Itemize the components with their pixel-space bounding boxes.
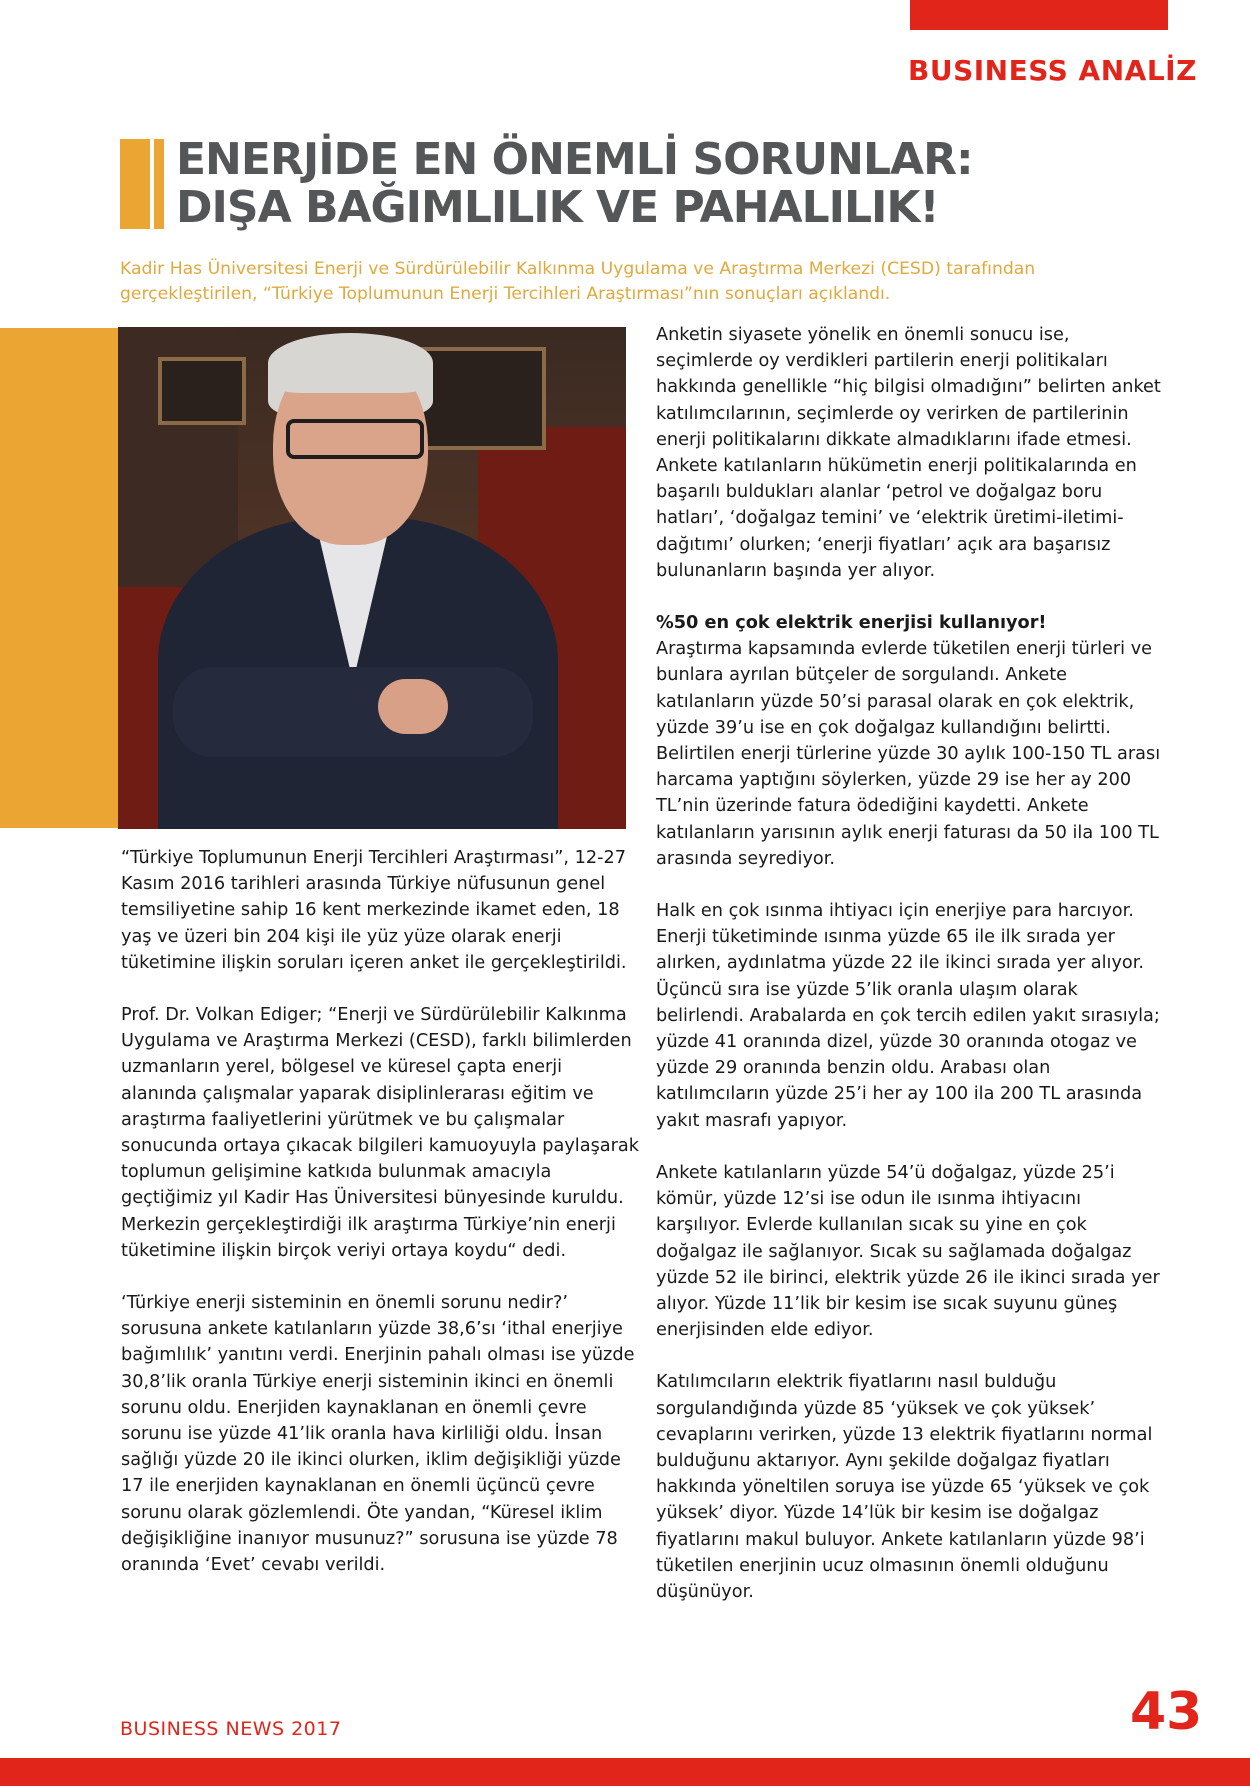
headline-line-1: ENERJİDE EN ÖNEMLİ SORUNLAR: [176,134,973,185]
lead-paragraph: Kadir Has Üniversitesi Enerji ve Sürdürülebilir Kalkınma Uygulama ve Araştırma Merkezi (CESD) tarafından gerçekleştirilen, “Türkiye Toplumunun Enerji Tercihleri Araştırması”nın sonuçları açıklandı. [120,259,1036,304]
left-paragraph-3: ‘Türkiye enerji sisteminin en önemli sorunu nedir?’ sorusuna ankete katılanların yüzde 38,6’sı ‘ithal enerjiye bağımlılık’ yanıtını verdi. Enerjinin pahalı olması ise yüzde 30,8’lik oranla Türkiye enerji sisteminin ikinci en önemli sorunu oldu. Enerjiden kaynaklanan en önemli çevre sorunu ise yüzde 41’lik oranla hava kirliliği oldu. İnsan sağlığı yüzde 20 ile ikinci olurken, iklim değişikliği yüzde 17 ile enerjiden kaynaklanan en önemli üçüncü çevre sorunu olarak gözlemlendi. Öte yandan, “Küresel iklim değişikliğine inanıyor musunuz?” sorusuna ise yüzde 78 oranında ‘Evet’ cevabı verildi. [121,1293,635,1576]
right-paragraph-3: Halk en çok ısınma ihtiyacı için enerjiye para harcıyor. Enerji tüketiminde ısınma yüzde 65 ile ilk sırada yer alırken, aydınlatma yüzde 22 ile ikinci sırada yer alıyor. Üçüncü sıra ise yüzde 5’lik oranla ulaşım olarak belirlendi. Arabalarda en çok tercih edilen yakıt sırasıyla; yüzde 41 oranında dizel, yüzde 30 oranında otogaz ve yüzde 29 oranında benzin oldu. Arabası olan katılımcıların yüzde 25’i her ay 100 ila 200 TL arasında yakıt masrafı yapıyor. [656,901,1160,1131]
bottom-red-bar [0,1758,1250,1786]
page-number: 43 [1130,1682,1203,1742]
headline-line-2: DIŞA BAĞIMLILIK VE PAHALILIK! [176,182,939,233]
left-column [121,845,641,1604]
title-accent-bar [120,139,150,229]
right-paragraph-4: Ankete katılanların yüzde 54’ü doğalgaz, yüzde 25’i kömür, yüzde 12’si ise odun ile ısınma ihtiyacını karşılıyor. Evlerde kullanılan sıcak su yine en çok doğalgaz ile sağlanıyor. Sıcak su sağlamada doğalgaz yüzde 52 ile birinci, elektrik yüzde 26 ile ikinci sırada yer alıyor. Yüzde 11’lik bir kesim ise sıcak suyunu güneş enerjisinden elde ediyor. [656,1162,1160,1341]
left-paragraph-2: Prof. Dr. Volkan Ediger; “Enerji ve Sürdürülebilir Kalkınma Uygulama ve Araştırma Merkezi (CESD), farklı bilimlerden uzmanların yerel, bölgesel ve küresel çapta enerji alanında çalışmalar yaparak disiplinlerarası eğitim ve araştırma faaliyetlerini yürütmek ve bu çalışmalar sonucunda ortaya çıkacak bilgileri kamuoyuyla paylaşarak toplumun gelişimine katkıda bulunmak amacıyla geçtiğimiz yıl Kadir Has Üniversitesi bünyesinde kuruldu. Merkezin gerçekleştirdiği ilk araştırma Türkiye’nin enerji tüketimine ilişkin birçok veriyi ortaya koydu“ dedi. [121,1005,639,1261]
section-label: BUSINESS ANALİZ [908,54,1197,87]
top-red-tab [910,0,1168,30]
right-paragraph-2: Araştırma kapsamında evlerde tüketilen enerji türleri ve bunlara ayrılan bütçeler de sorgulandı. Ankete katılanların yüzde 50’si parasal olarak en çok elektrik, yüzde 39’u ise en çok doğalgaz kullandığını belirtti. Belirtilen enerji türlerine yüzde 30 aylık 100-150 TL arası harcama yaptığını söylerken, yüzde 29 ise her ay 200 TL’nin üzerinde fatura ödediğini kaydetti. Ankete katılanların yarısının aylık enerji faturası da 50 ila 100 TL arasında seyrediyor. [656,639,1161,869]
footer-brand: BUSINESS NEWS 2017 [120,1718,342,1740]
headline [176,136,1176,232]
subheading: %50 en çok elektrik enerjisi kullanıyor! [656,613,1047,634]
orange-side-block [0,328,127,828]
left-paragraph-1: “Türkiye Toplumunun Enerji Tercihleri Araştırması”, 12-27 Kasım 2016 tarihleri arasında Türkiye nüfusunun genel temsiliyetine sahip 16 kent merkezinde ikamet eden, 18 yaş ve üzeri bin 204 kişi ile yüz yüze olarak enerji tüketimine ilişkin soruları içeren anket ile gerçekleştirildi. [121,848,627,973]
portrait-photo [118,327,626,829]
right-column [656,322,1166,1631]
right-section [656,610,1166,872]
right-paragraph-5: Katılımcıların elektrik fiyatlarını nasıl bulduğu sorgulandığında yüzde 85 ‘yüksek ve çok yüksek’ cevaplarını verirken, yüzde 13 elektrik fiyatlarını normal bulduğunu aktarıyor. Aynı şekilde doğalgaz fiyatları hakkında yöneltilen soruya ise yüzde 65 ‘yüksek ve çok yüksek’ diyor. Yüzde 14’lük bir kesim ise doğalgaz fiyatlarını makul buluyor. Ankete katılanların yüzde 98’i tüketilen enerjinin ucuz olmasının önemli olduğunu düşünüyor. [656,1372,1153,1602]
right-paragraph-1: Anketin siyasete yönelik en önemli sonucu ise, seçimlerde oy verdikleri partilerin enerji politikaları hakkında genellikle “hiç bilgisi olmadığını” belirten anket katılımcılarının, seçimlerde oy verirken de partilerinin enerji politikalarını dikkate almadıklarını ifade etmesi. Ankete katılanların hükümetin enerji politikalarında en başarılı buldukları alanlar ‘petrol ve doğalgaz boru hatları’, ‘doğalgaz temini’ ve ‘elektrik üretimi-iletimi-dağıtımı’ olurken; ‘enerji fiyatları’ açık ara başarısız bulunanların başında yer alıyor. [656,325,1161,581]
